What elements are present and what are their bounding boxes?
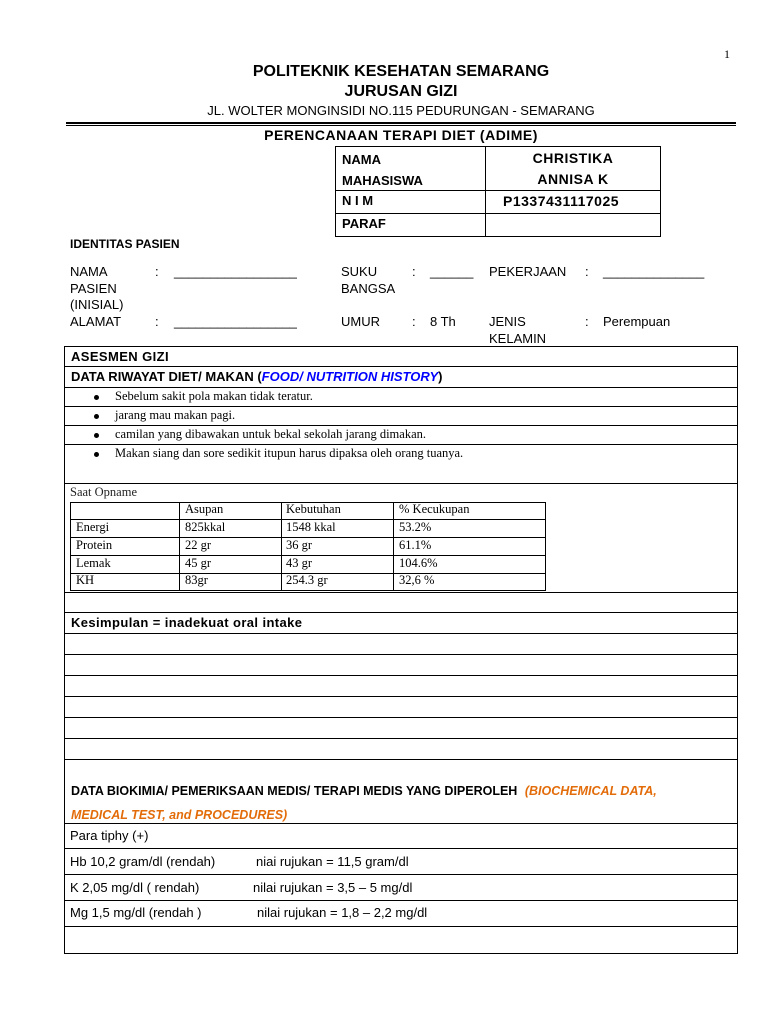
gender-label: JENIS KELAMIN [489, 314, 547, 346]
lab-reference: nilai rujukan = 3,5 – 5 mg/dl [253, 880, 413, 895]
page-number: 1 [724, 47, 730, 61]
lab-result: Mg 1,5 mg/dl (rendah ) [70, 905, 202, 920]
table-cell: Lemak [76, 556, 111, 570]
colon: : [412, 264, 416, 279]
table-cell: 254.3 gr [286, 573, 328, 587]
colon: : [585, 314, 589, 329]
list-item: jarang mau makan pagi. [115, 408, 236, 422]
patient-identity-title: IDENTITAS PASIEN [70, 237, 180, 251]
bullet-icon [94, 433, 99, 438]
department-name: JURUSAN GIZI [344, 83, 458, 100]
table-cell: 43 gr [286, 556, 313, 570]
address-value[interactable]: _________________ [174, 314, 297, 329]
occupation-value[interactable]: ______________ [603, 264, 705, 279]
lab-result: Hb 10,2 gram/dl (rendah) [70, 854, 216, 869]
conclusion-text: Kesimpulan = inadekuat oral intake [71, 615, 303, 630]
ethnicity-label: SUKU BANGSA [341, 264, 396, 296]
table-cell: 36 gr [286, 538, 313, 552]
list-item: camilan yang dibawakan untuk bekal sekolah jarang dimakan. [115, 427, 427, 441]
colon: : [585, 264, 589, 279]
table-cell: 1548 kkal [286, 520, 336, 534]
header-rule-bottom [66, 125, 736, 126]
table-cell: Protein [76, 538, 113, 552]
address-label: ALAMAT [70, 314, 122, 329]
paraf-field[interactable] [486, 214, 660, 236]
bullet-icon [94, 452, 99, 457]
assessment-title: ASESMEN GIZI [71, 349, 169, 364]
table-header: % Kecukupan [399, 502, 470, 516]
header-rule-top [66, 122, 736, 124]
institution-address: JL. WOLTER MONGINSIDI NO.115 PEDURUNGAN - SEMARANG [207, 103, 595, 118]
nim-label: N I M [342, 193, 374, 208]
student-name-label: NAMA MAHASISWA [342, 152, 423, 188]
table-cell: 61.1% [399, 538, 432, 552]
patient-name-label: NAMA PASIEN (INISIAL) [70, 264, 124, 312]
table-cell: 825kkal [185, 520, 226, 534]
bullet-icon [94, 395, 99, 400]
institution-name: POLITEKNIK KESEHATAN SEMARANG [252, 63, 550, 80]
list-item: Sebelum sakit pola makan tidak teratur. [115, 389, 313, 403]
table-cell: 83gr [185, 573, 208, 587]
table-cell: 22 gr [185, 538, 212, 552]
colon: : [155, 314, 159, 329]
table-cell: 104.6% [399, 556, 438, 570]
form-title: PERENCANAAN TERAPI DIET (ADIME) [264, 127, 538, 143]
lab-result: K 2,05 mg/dl ( rendah) [70, 880, 200, 895]
opname-label: Saat Opname [70, 485, 137, 499]
age-value: 8 Th [430, 314, 456, 329]
ethnicity-value[interactable]: ______ [430, 264, 474, 279]
colon: : [412, 314, 416, 329]
table-cell: Energi [76, 520, 110, 534]
table-cell: 32,6 % [399, 573, 435, 587]
patient-name-value[interactable]: _________________ [174, 264, 297, 279]
table-header: Kebutuhan [286, 502, 341, 516]
lab-result: Para tiphy (+) [70, 828, 149, 843]
lab-reference: niai rujukan = 11,5 gram/dl [256, 854, 409, 869]
student-name-value: CHRISTIKA ANNISA K [532, 150, 614, 187]
bullet-icon [94, 414, 99, 419]
list-item: Makan siang dan sore sedikit itupun harus dipaksa oleh orang tuanya. [115, 446, 464, 460]
colon: : [155, 264, 159, 279]
occupation-label: PEKERJAAN [489, 264, 567, 279]
table-cell: KH [76, 573, 95, 587]
age-label: UMUR [341, 314, 380, 329]
biochem-title: DATA BIOKIMIA/ PEMERIKSAAN MEDIS/ TERAPI MEDIS YANG DIPEROLEH (BIOCHEMICAL DATA, MEDICAL TEST, and PROCEDURES) [71, 784, 657, 822]
paraf-label: PARAF [342, 216, 386, 231]
table-cell: 45 gr [185, 556, 212, 570]
table-header: Asupan [185, 502, 224, 516]
nim-value: P1337431117025 [503, 193, 620, 209]
gender-value: Perempuan [603, 314, 671, 329]
diet-history-title: DATA RIWAYAT DIET/ MAKAN (FOOD/ NUTRITION HISTORY) [71, 369, 443, 384]
lab-reference: nilai rujukan = 1,8 – 2,2 mg/dl [257, 905, 428, 920]
table-cell: 53.2% [399, 520, 432, 534]
